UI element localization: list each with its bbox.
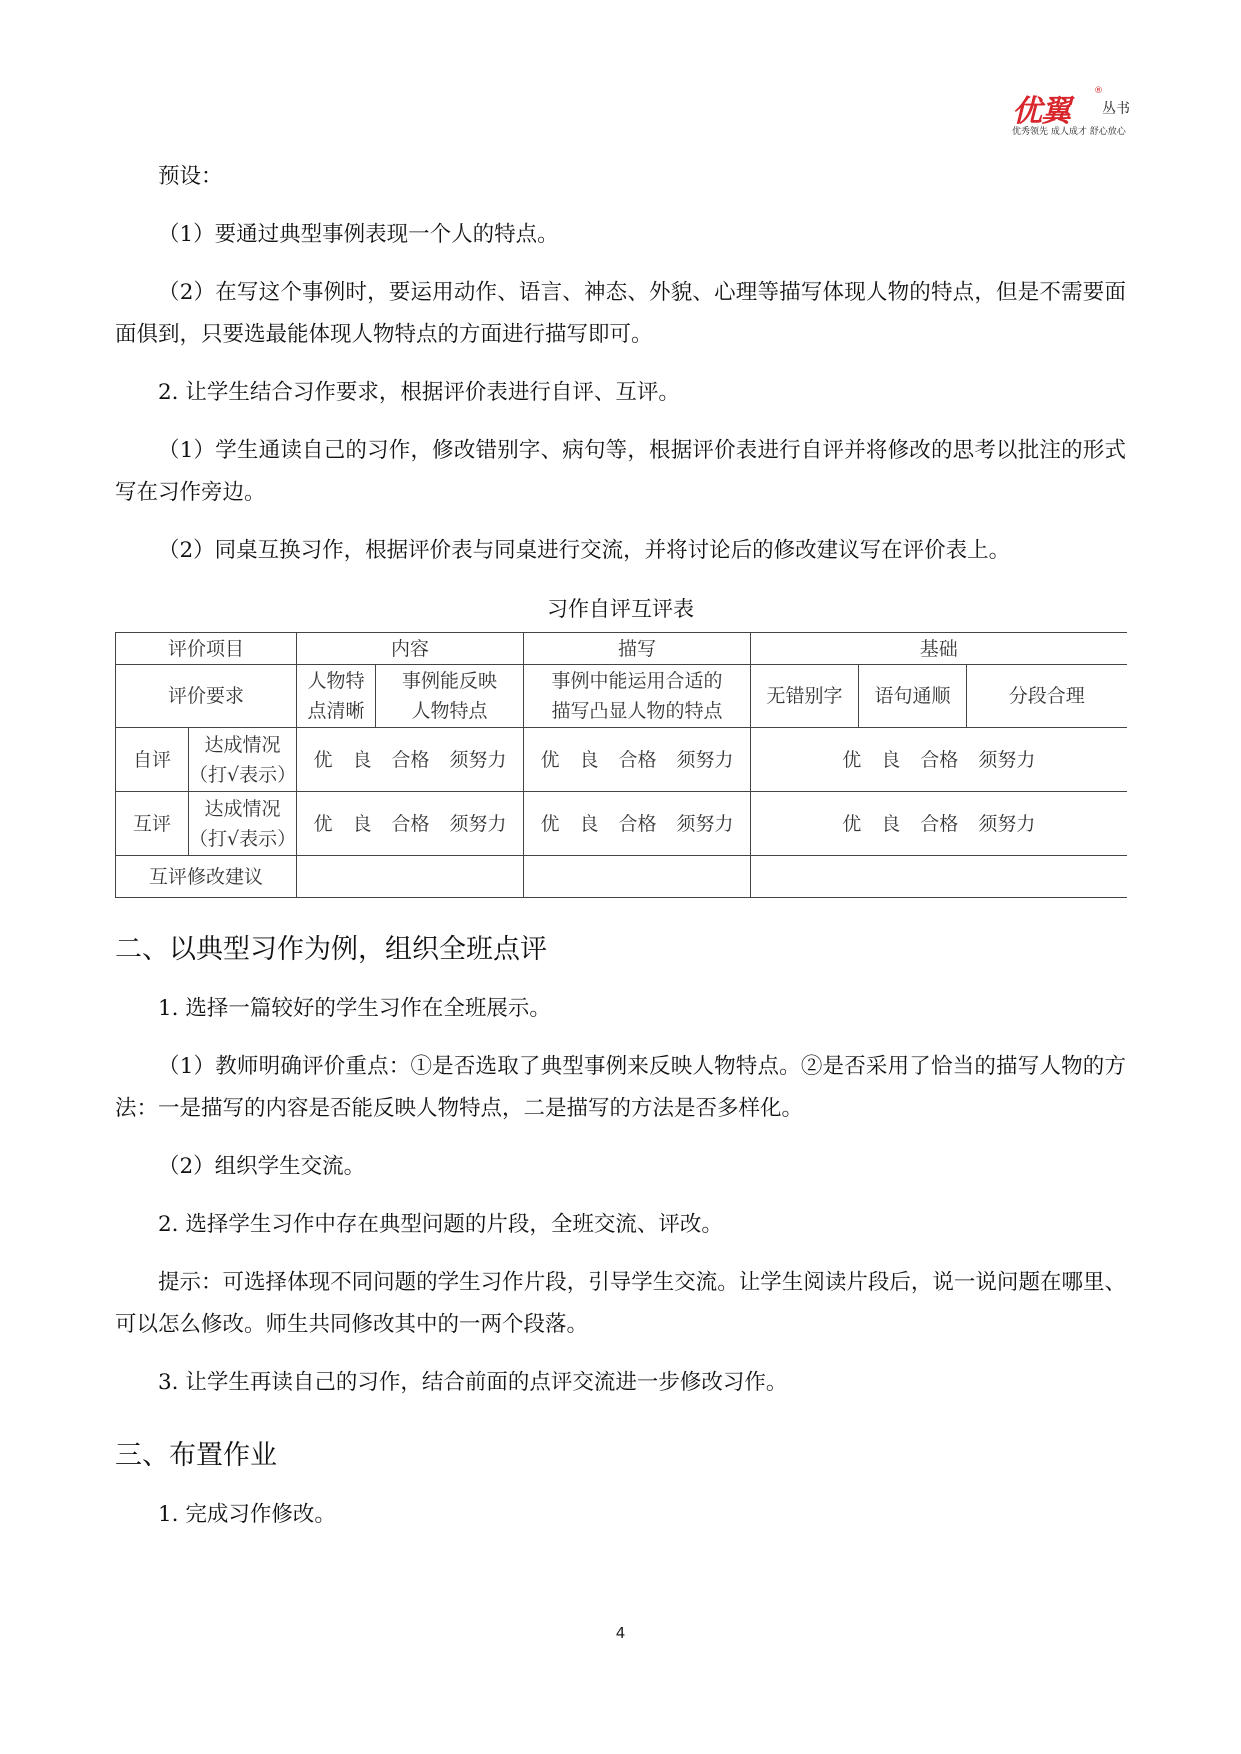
document-body xyxy=(115,156,1126,1536)
suggestion-cell-describe xyxy=(524,856,751,898)
paragraph-2-3: 3. 让学生再读自己的习作，结合前面的点评交流进一步修改习作。 xyxy=(158,1370,788,1395)
rating-option: 优 xyxy=(540,812,560,835)
label-peer-suggestion: 互评修改建议 xyxy=(116,856,297,898)
req-character-clear xyxy=(297,665,376,728)
rating-option: 须努力 xyxy=(449,812,507,835)
table-title: 习作自评互评表 xyxy=(547,597,694,621)
paragraph-3-1: 1. 完成习作修改。 xyxy=(158,1502,336,1527)
suggestion-cell-content xyxy=(297,856,524,898)
header-content: 内容 xyxy=(297,633,524,665)
rating-options xyxy=(297,792,524,856)
status-line: 达成情况 xyxy=(204,733,281,756)
rating-option: 优 xyxy=(842,748,862,771)
rating-option: 优 xyxy=(540,748,560,771)
section-heading-2: 二、以典型习作为例，组织全班点评 xyxy=(115,934,547,965)
paragraph-preset: 预设： xyxy=(158,164,223,189)
rating-options xyxy=(297,728,524,792)
brand-logo xyxy=(1012,86,1142,136)
rating-option: 合格 xyxy=(391,812,430,835)
req-line: 人物特 xyxy=(307,670,365,692)
evaluation-table xyxy=(115,632,1127,898)
rating-options xyxy=(751,728,1127,792)
label-peer-eval: 互评 xyxy=(116,792,189,856)
rating-option: 良 xyxy=(881,812,901,835)
section-heading-3: 三、布置作业 xyxy=(115,1440,277,1471)
rating-option: 优 xyxy=(313,812,333,835)
paragraph-step-2-1: （1）学生通读自己的习作，修改错别字、病句等，根据评价表进行自评并将修改的思考以批注的形式写在习作旁边。 xyxy=(115,438,1126,505)
paragraph-2-2: 2. 选择学生习作中存在典型问题的片段，全班交流、评改。 xyxy=(158,1212,723,1237)
header-basic: 基础 xyxy=(751,633,1127,665)
paragraph-step-2-2: （2）同桌互换习作，根据评价表与同桌进行交流，并将讨论后的修改建议写在评价表上。 xyxy=(158,538,1011,563)
status-line: （打√表示） xyxy=(189,827,297,850)
rating-option: 合格 xyxy=(618,748,657,771)
req-event-reflects xyxy=(376,665,524,728)
req-describe-method xyxy=(524,665,751,728)
rating-option: 合格 xyxy=(920,812,959,835)
req-fluent: 语句通顺 xyxy=(859,665,967,728)
table-row xyxy=(116,633,1127,665)
rating-options xyxy=(751,792,1127,856)
req-no-typos: 无错别字 xyxy=(751,665,859,728)
req-line: 点清晰 xyxy=(307,700,365,722)
req-line: 人物特点 xyxy=(411,700,488,722)
rating-option: 合格 xyxy=(920,748,959,771)
logo-brand: 优翼 xyxy=(1012,94,1070,129)
table-row xyxy=(116,856,1127,898)
status-label xyxy=(189,792,297,856)
req-line: 事例中能运用合适的 xyxy=(551,670,723,692)
rating-option: 须努力 xyxy=(449,748,507,771)
rating-option: 优 xyxy=(313,748,333,771)
logo-series: 丛书 xyxy=(1102,101,1130,117)
paragraph-preset-2: （2）在写这个事例时，要运用动作、语言、神态、外貌、心理等描写体现人物的特点，但是不需要面面俱到，只要选最能体现人物特点的方面进行描写即可。 xyxy=(115,280,1126,347)
rating-option: 合格 xyxy=(391,748,430,771)
req-line: 事例能反映 xyxy=(402,670,498,692)
table-row xyxy=(116,792,1127,856)
rating-option: 良 xyxy=(881,748,901,771)
paragraph-2-1-2: （2）组织学生交流。 xyxy=(158,1154,366,1179)
label-self-eval: 自评 xyxy=(116,728,189,792)
header-describe: 描写 xyxy=(524,633,751,665)
rating-option: 良 xyxy=(579,748,599,771)
table-row xyxy=(116,665,1127,728)
paragraph-preset-1: （1）要通过典型事例表现一个人的特点。 xyxy=(158,222,559,247)
req-paragraphing: 分段合理 xyxy=(967,665,1127,728)
rating-option: 合格 xyxy=(618,812,657,835)
rating-option: 须努力 xyxy=(978,748,1036,771)
paragraph-step-2: 2. 让学生结合习作要求，根据评价表进行自评、互评。 xyxy=(158,380,680,405)
label-eval-requirement: 评价要求 xyxy=(116,665,297,728)
rating-option: 优 xyxy=(842,812,862,835)
rating-option: 良 xyxy=(352,748,372,771)
rating-option: 良 xyxy=(579,812,599,835)
paragraph-hint: 提示：可选择体现不同问题的学生习作片段，引导学生交流。让学生阅读片段后，说一说问题在哪里、可以怎么修改。师生共同修改其中的一两个段落。 xyxy=(115,1270,1126,1337)
req-line: 描写凸显人物的特点 xyxy=(551,700,723,722)
rating-option: 须努力 xyxy=(676,812,734,835)
header-eval-item: 评价项目 xyxy=(116,633,297,665)
rating-option: 须努力 xyxy=(978,812,1036,835)
page-number: 4 xyxy=(615,1624,626,1642)
table-row xyxy=(116,728,1127,792)
logo-slogan: 优秀领先 成人成才 舒心放心 xyxy=(1012,127,1126,137)
rating-option: 良 xyxy=(352,812,372,835)
paragraph-2-1: 1. 选择一篇较好的学生习作在全班展示。 xyxy=(158,996,551,1021)
status-line: （打√表示） xyxy=(189,763,297,786)
status-line: 达成情况 xyxy=(204,797,281,820)
status-label xyxy=(189,728,297,792)
suggestion-cell-basic xyxy=(751,856,1127,898)
rating-options xyxy=(524,792,751,856)
rating-options xyxy=(524,728,751,792)
logo-registered-mark: ® xyxy=(1094,86,1103,96)
paragraph-2-1-1: （1）教师明确评价重点：①是否选取了典型事例来反映人物特点。②是否采用了恰当的描写人物的方法：一是描写的内容是否能反映人物特点，二是描写的方法是否多样化。 xyxy=(115,1054,1126,1121)
rating-option: 须努力 xyxy=(676,748,734,771)
